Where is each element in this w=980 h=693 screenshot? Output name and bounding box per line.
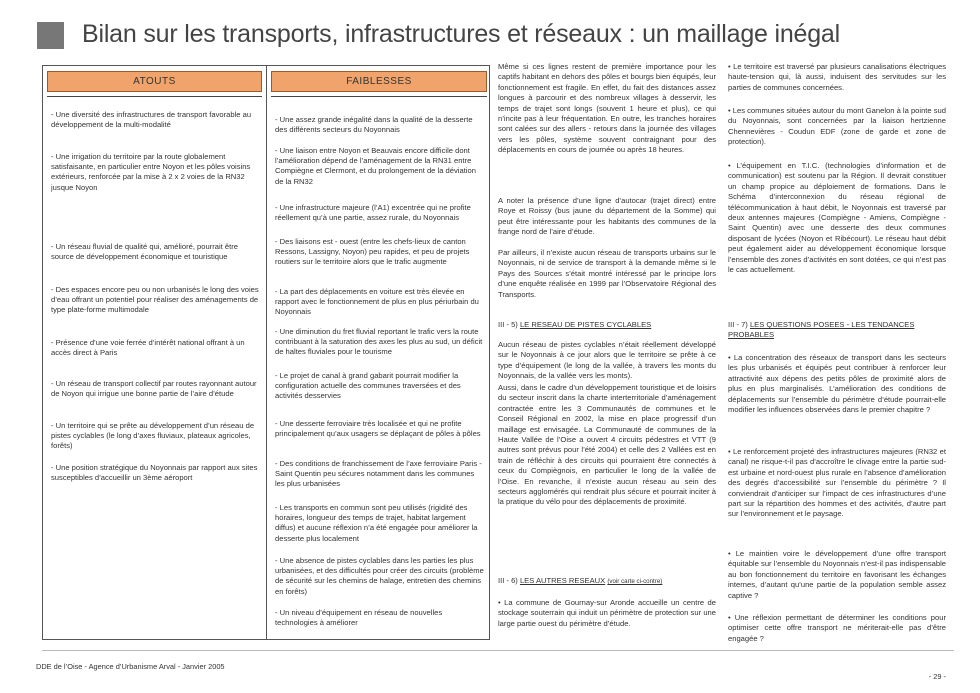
faiblesses-item: - Le projet de canal à grand gabarit pourrait modifier la configuration actuelle des communes traversées et des activités desservies: [275, 371, 461, 401]
faiblesses-item: - Une liaison entre Noyon et Beauvais encore difficile dont l’amélioration dépend de l’aménagement de la RN31 entre Compiègne et Clermont, et du prolongement de la déviation de la RN32: [275, 146, 476, 186]
paragraph: • Le maintien voire le développement d’une offre transport équitable sur l’ensemble du Noyonnais n’est-il pas indispensable au bon fonctionnement du territoire en favorisant les échanges internes, d’autant qu’une partie de la population semble assez captive ?: [728, 549, 946, 600]
atouts-header: ATOUTS: [47, 71, 262, 92]
faiblesses-item: - Une absence de pistes cyclables dans les parties les plus urbanisées, et des difficultés pour créer des circuits (problème de sécurité sur les chemins de halage, entretien des chemins en forêts): [275, 556, 484, 596]
section-title: LE RESEAU DE PISTES CYCLABLES: [519, 320, 652, 329]
faiblesses-rule: [271, 96, 487, 97]
text-column-3: [498, 62, 716, 647]
faiblesses-item: - Une desserte ferroviaire très localisée et qui ne profite principalement qu’aux usagers se déplaçant de pôles à pôles: [275, 419, 481, 439]
section-number: III - 5): [498, 320, 520, 329]
section-title: LES QUESTIONS POSEES - LES TENDANCES PROBABLES: [728, 320, 915, 340]
paragraph: Même si ces lignes restent de première importance pour les captifs habitant en dehors des pôles et bourgs bien équipés, leur fonctionnement est fragile. En effet, du fait des distances assez longues à parcourir et des nombreux villages à desservir, les temps de trajet sont longs (souvent 1 heure et plus), ce qui n’incite pas à leur fréquentation. En outre, les tranches horaires sont calées sur des allers - retours dans la journée des villages vers les pôles, système souvent contraignant pour des déplacements en cours de journée ou après 18 heures.: [498, 62, 716, 155]
footer-credit: DDE de l’Oise - Agence d’Urbanisme Arval - Janvier 2005: [36, 662, 225, 671]
footer-rule: [42, 650, 954, 651]
paragraph: • L’équipement en T.I.C. (technologies d’information et de communication) est soutenu par la Région. Il devrait constituer un champ propice au déploiement de formations. Dans le Schéma d’interconnexion du réseau régional de télécommunication à haut débit, le Noyonnais est traversé par deux antennes majeures (Compiègne - Amiens, Compiègne - Saint Quentin) avec une desserte des deux communes disposant de lycées (Noyon et Ribécourt). Le réseau haut débit peut également aider au développement économique lorsque l’ensemble des zones d’activités en sont dotées, ce qui n’est pas le cas actuellement.: [728, 161, 946, 275]
faiblesses-item: - Une assez grande inégalité dans la qualité de la desserte des différents secteurs du Noyonnais: [275, 115, 473, 135]
faiblesses-column: [267, 66, 491, 639]
atouts-item: - Des espaces encore peu ou non urbanisés le long des voies d’eau offrant un potentiel pour réaliser des aménagements de type plate-forme multimodale: [51, 285, 259, 315]
atouts-item: - Présence d’une voie ferrée d’intérêt national offrant à un accès direct à Paris: [51, 338, 245, 358]
title-square-marker: [37, 22, 64, 49]
section-heading-7: [728, 320, 946, 341]
paragraph: Aucun réseau de pistes cyclables n’était réellement développé sur le Noyonnais à ce jour alors que le territoire se prête à ce type d’équipement (le long de la vallée, à travers les monts du Noyonnais, de la vallée vers les monts).: [498, 340, 716, 381]
page-number: - 29 -: [928, 672, 946, 681]
paragraph: A noter la présence d’une ligne d’autocar (trajet direct) entre Roye et Roissy (bus jaune du département de la Somme) qui peut être intéressante pour les habitants des communes de la frange nord de l’aire d’étude.: [498, 196, 716, 237]
atouts-faiblesses-table: [42, 65, 490, 640]
paragraph: • Une réflexion permettant de déterminer les conditions pour optimiser cette offre transport ne mériterait-elle pas d’être engagée ?: [728, 613, 946, 643]
paragraph: • Le territoire est traversé par plusieurs canalisations électriques haute-tension qui, là aussi, induisent des servitudes sur les parties de communes concernées.: [728, 62, 946, 92]
section-note: (voir carte ci-contre): [607, 578, 663, 585]
section-heading-6: [498, 576, 716, 587]
faiblesses-item: - La part des déplacements en voiture est très élevée en rapport avec le fonctionnement de plus en plus périurbain du Noyonnais: [275, 287, 479, 317]
atouts-column: [43, 66, 267, 639]
text-column-4: [728, 62, 946, 647]
page-title: Bilan sur les transports, infrastructures et réseaux : un maillage inégal: [82, 20, 840, 48]
paragraph: Par ailleurs, il n’existe aucun réseau de transports urbains sur le Noyonnais, ni de service de transport à la demande même si le Pays des Sources s’était montré intéressé par le principe lors d’une enquête réalisée en 1999 par l’Observatoire Régional des Transports.: [498, 248, 716, 299]
faiblesses-list: [275, 110, 485, 635]
atouts-list: [51, 110, 260, 635]
paragraph: Aussi, dans le cadre d’un développement touristique et de loisirs du secteur inscrit dans la charte interterritoriale d’aménagement contractée entre les 3 Communautés de communes et le Conseil Régional en 2002, la mise en place progressif d’un maillage est envisagée. La Communauté de communes de la Haute Vallée de l’Oise a ouvert 4 circuits pédestres et VTT (9 autres sont prévus pour l’été 2004) et celle des 2 Vallées est en train de réfléchir à des circuits qui pourraient être connectés à ceux du Compiègnois, en particulier le long de la vallée de l’Oise. En revanche, il n’existe aucun réseau au sein des secteurs agglomérés qui rendrait plus sécure et pourrait inciter à la pratique du vélo pour des déplacements de proximité.: [498, 383, 716, 507]
paragraph: • Les communes situées autour du mont Ganelon à la pointe sud du Noyonnais, sont concernées par la liaison hertzienne Chennevières - Coudun EDF (zone de garde et zone de protection).: [728, 106, 946, 147]
faiblesses-item: - Un niveau d’équipement en réseau de nouvelles technologies à améliorer: [275, 608, 443, 628]
atouts-item: - Une position stratégique du Noyonnais par rapport aux sites susceptibles d’accueillir un 3ème aéroport: [51, 463, 258, 483]
faiblesses-item: - Une diminution du fret fluvial reportant le trafic vers la route contribuant à la saturation des axes les plus au sud, un déficit de haltes fluviales pour le tourisme: [275, 327, 483, 357]
section-heading-5: [498, 320, 716, 330]
atouts-item: - Un territoire qui se prête au développement d’un réseau de pistes cyclables (le long d’axes fluviaux, plateaux agricoles, forêts): [51, 421, 255, 451]
atouts-item: - Une irrigation du territoire par la route globalement satisfaisante, en particulier entre Noyon et les pôles voisins extérieurs, renforcée par la mise à 2 x 2 voies de la RN32 jusque Noyon: [51, 152, 251, 192]
atouts-item: - Une diversité des infrastructures de transport favorable au développement de la multi-modalité: [51, 110, 252, 130]
section-number: III - 7): [728, 320, 750, 329]
atouts-item: - Un réseau fluvial de qualité qui, amélioré, pourrait être source de développement économique et touristique: [51, 242, 238, 262]
section-number: III - 6): [498, 576, 520, 585]
atouts-rule: [47, 96, 262, 97]
paragraph: • La commune de Gournay-sur Aronde accueille un centre de stockage souterrain qui induit un périmètre de protection sur une large partie ouest du périmètre d’étude.: [498, 598, 716, 628]
atouts-item: - Un réseau de transport collectif par routes rayonnant autour de Noyon qui irrigue une bonne partie de l’aire d’étude: [51, 379, 257, 399]
faiblesses-header: FAIBLESSES: [271, 71, 487, 92]
faiblesses-item: - Des liaisons est - ouest (entre les chefs-lieux de canton Ressons, Lassigny, Noyon) peu rapides, et peu de projets routiers sur le territoire alors que le trafic augmente: [275, 237, 470, 267]
faiblesses-item: - Des conditions de franchissement de l’axe ferroviaire Paris - Saint Quentin peu sécures notamment dans les communes les plus urbanisées: [275, 459, 482, 489]
faiblesses-item: - Les transports en commun sont peu utilisés (rigidité des horaires, longueur des temps de trajet, habitat largement diffus) et aucune réflexion n’a été engagée pour améliorer la desserte plus localement: [275, 503, 478, 543]
paragraph: • La concentration des réseaux de transport dans les secteurs les plus urbanisés et équipés peut contribuer à renforcer leur attractivité aux dépens des petits pôles de proximité alors de plus en plus marginalisés. L’amélioration des conditions de déplacements sur l’ensemble du périmètre d’étude pourrait-elle modifier les influences observées dans le premier chapitre ?: [728, 353, 946, 415]
paragraph: • Le renforcement projeté des infrastructures majeures (RN32 et canal) ne risque-t-il pas d’accroître le clivage entre la partie sud-est urbaine et nord-ouest plus rurale en l’absence d’amélioration des degrés d’accessibilité sur l’ensemble du périmètre ? Il conviendrait d’anticiper sur l’impact de ces infrastructures d’une part sur la répartition des hommes et des activités, d’autre part sur l’environnement et le paysage.: [728, 447, 946, 519]
faiblesses-item: - Une infrastructure majeure (l’A1) excentrée qui ne profite réellement qu’à une partie, assez rurale, du Noyonnais: [275, 203, 471, 223]
section-title: LES AUTRES RESEAUX: [519, 576, 606, 585]
